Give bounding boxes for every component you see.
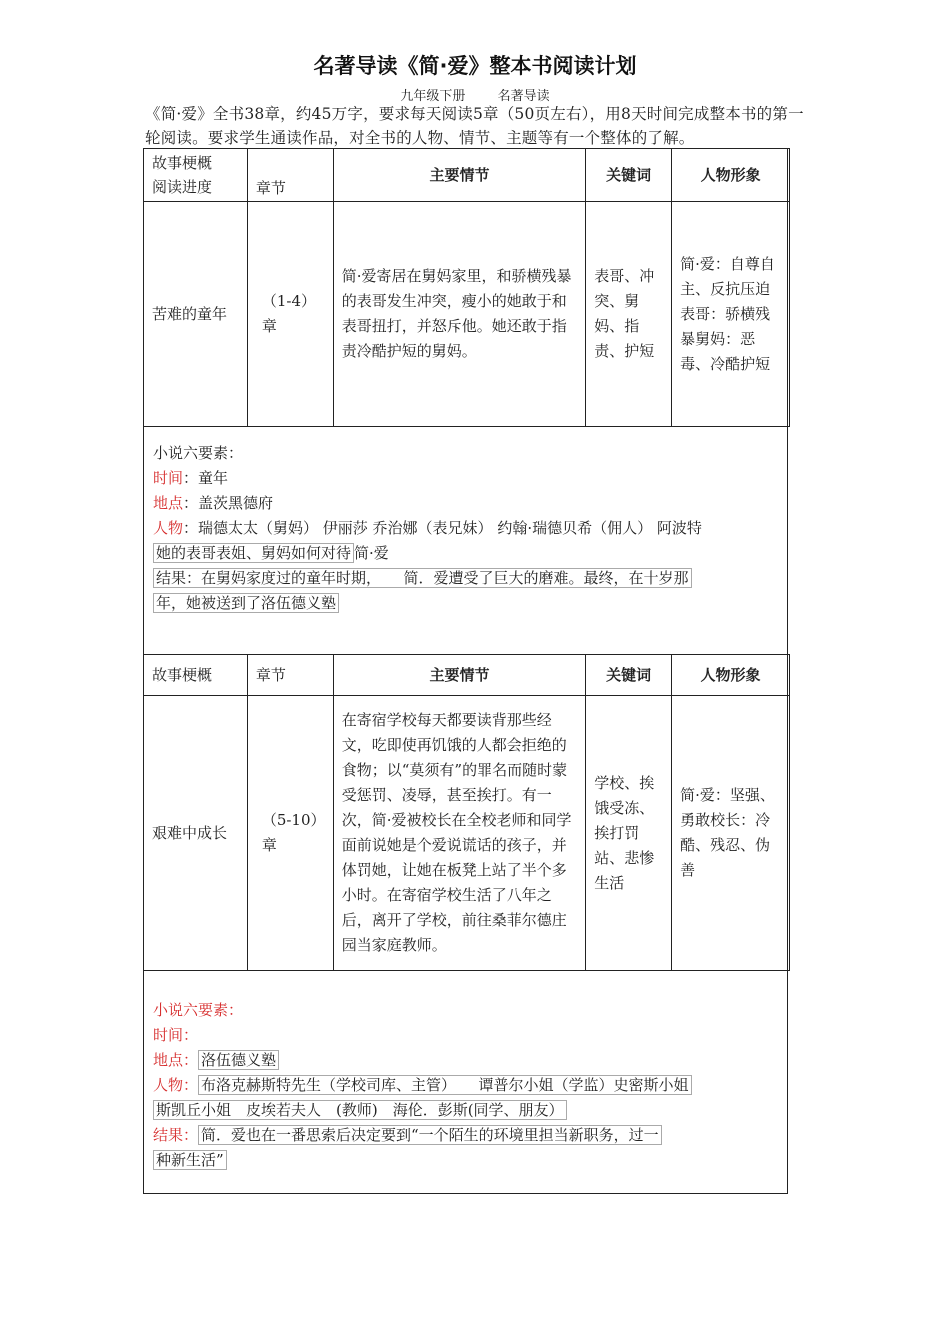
place-label: 地点 — [153, 494, 184, 512]
element-time — [153, 466, 783, 491]
section1-character-cell: 简·爱：自尊自主、反抗压迫表哥：骄横残暴舅妈：恶毒、冷酷护短 — [672, 202, 790, 427]
intro-paragraph: 《简·爱》全书38章，约45万字，要求每天阅读5章（50页左右），用8天时间完成整本书的第一轮阅读。要求学生通读作品，对全书的人物、情节、主题等有一个整体的了解。 — [145, 105, 804, 147]
section2-character-cell: 简·爱：坚强、勇敢校长：冷酷、残忍、伪善 — [672, 696, 790, 971]
result-text-2: 年，她被送到了洛伍德义塾 — [153, 593, 339, 613]
result2-label: 结果： — [153, 1126, 199, 1144]
section1-elements — [153, 441, 783, 616]
section1-plot-cell: 简·爱寄居在舅妈家里，和骄横残暴的表哥发生冲突，瘦小的她敢于和表哥扭打，并怒斥他。她还敢于指责冷酷护短的舅妈。 — [333, 202, 586, 427]
elements-heading: 小说六要素： — [153, 444, 244, 462]
section1-header-chapter — [247, 149, 333, 202]
element2-time: 时间： — [153, 1026, 199, 1044]
section1-header-character: 人物形象 — [672, 149, 790, 202]
element-treatment — [153, 541, 783, 566]
section2-plot-cell: 在寄宿学校每天都要读背那些经文，吃即使再饥饿的人都会拒绝的食物；以“莫须有”的罪名而随时蒙受惩罚、凌辱，甚至挨打。有一次，简·爱被校长在全校老师和同学面前说她是个爱说谎话的孩子，并体罚她，让她在板凳上站了半个多小时。在寄宿学校生活了八年之后，离开了学校，前往桑菲尔德庄园当家庭教师。 — [333, 696, 586, 971]
people2-value-2: 斯凯丘小姐 皮埃若夫人 (教师) 海伦．彭斯(同学、朋友） — [153, 1100, 567, 1120]
elements2-heading: 小说六要素： — [153, 1001, 244, 1019]
people-value: ：瑞德太太（舅妈） 伊丽莎 乔治娜（表兄妹） 约翰·瑞德贝希（佣人） 阿波特 — [183, 519, 702, 537]
section2-header-story: 故事梗概 — [144, 655, 248, 696]
section1-story-cell: 苦难的童年 — [144, 202, 248, 427]
people2-label: 人物： — [153, 1076, 199, 1094]
section1-header-keywords: 关键词 — [586, 149, 672, 202]
result-text-1: 结果：在舅妈家度过的童年时期， 简．爱遭受了巨大的磨难。最终，在十岁那 — [153, 568, 692, 588]
section2-header-keywords: 关键词 — [586, 655, 672, 696]
element2-place — [153, 1048, 783, 1073]
section2-elements — [153, 998, 783, 1173]
place2-value: 洛伍德义塾 — [198, 1050, 279, 1070]
header-chapter-label: 章节 — [255, 179, 286, 197]
section1-chapter-cell: （1-4）章 — [247, 202, 333, 427]
subtitle-unit: 名著导读 — [497, 89, 550, 104]
section1-header-story — [144, 149, 248, 202]
section2-header-chapter: 章节 — [247, 655, 333, 696]
element2-people-line2 — [153, 1098, 783, 1123]
people2-value-1: 布洛克赫斯特先生（学校司库、主管） 谭普尔小姐（学监）史密斯小姐 — [198, 1075, 692, 1095]
treatment-name: 简·爱 — [354, 544, 389, 562]
section1-table — [143, 148, 790, 427]
section2-keywords-cell: 学校、挨饿受冻、挨打罚站、悲惨生活 — [586, 696, 672, 971]
place-value: ：盖茨黑德府 — [183, 494, 274, 512]
header-story-label: 故事梗概 — [152, 154, 213, 172]
result2-value-2: 种新生活” — [153, 1150, 227, 1170]
header-progress-label: 阅读进度 — [152, 178, 213, 196]
page-title: 名著导读《简·爱》整本书阅读计划 — [313, 54, 637, 78]
element-result-line2 — [153, 591, 783, 616]
section2-chapter-cell: （5-10）章 — [247, 696, 333, 971]
time-value: ：童年 — [183, 469, 229, 487]
element-result-line1 — [153, 566, 783, 591]
treatment-question: 她的表哥表姐、舅妈如何对待 — [153, 543, 354, 563]
section2-table — [143, 654, 790, 971]
element2-result-line1 — [153, 1123, 783, 1148]
element-people — [153, 516, 783, 541]
time-label: 时间 — [153, 469, 184, 487]
element-place — [153, 491, 783, 516]
element2-result-line2 — [153, 1148, 783, 1173]
subtitle-grade: 九年级下册 — [400, 89, 466, 104]
element2-people-line1 — [153, 1073, 783, 1098]
section1-keywords-cell: 表哥、冲突、舅妈、指责、护短 — [586, 202, 672, 427]
people-label: 人物 — [153, 519, 184, 537]
section2-story-cell: 艰难中成长 — [144, 696, 248, 971]
place2-label: 地点： — [153, 1051, 199, 1069]
section1-header-plot: 主要情节 — [333, 149, 586, 202]
section2-header-character: 人物形象 — [672, 655, 790, 696]
section2-header-plot: 主要情节 — [333, 655, 586, 696]
result2-value-1: 简．爱也在一番思索后决定要到“一个陌生的环境里担当新职务，过一 — [198, 1125, 662, 1145]
